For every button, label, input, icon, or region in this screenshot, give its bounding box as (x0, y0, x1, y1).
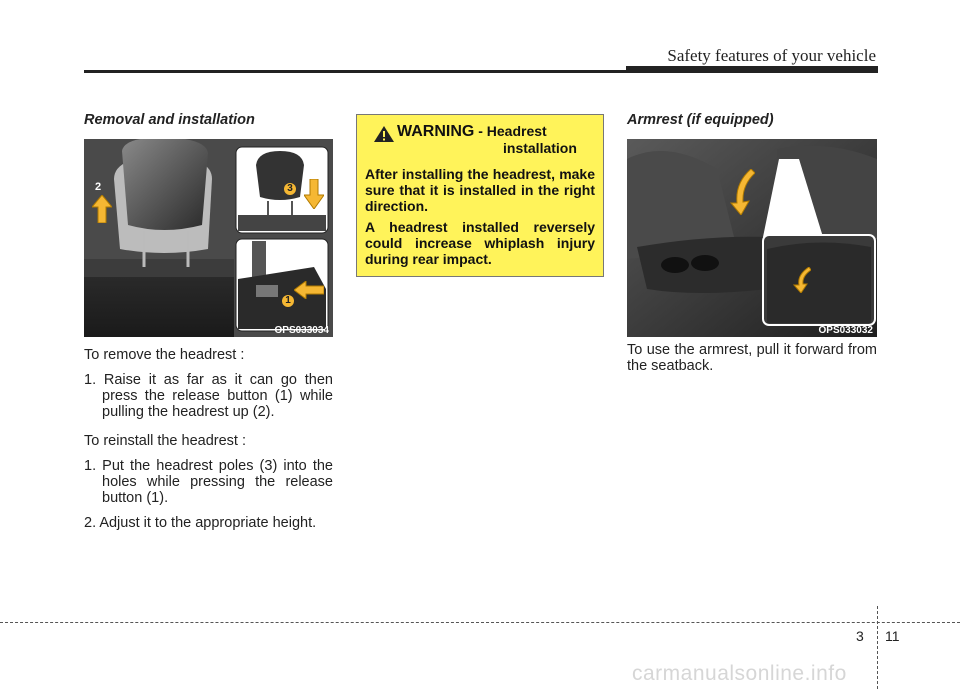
warning-header (365, 123, 595, 156)
callout-1: 1 (282, 295, 294, 307)
inset-top-headrest (256, 151, 304, 200)
armrest-heading: Armrest (if equipped) (627, 112, 774, 128)
header-title: Safety features of your vehicle (667, 46, 876, 65)
chapter-number: 3 (856, 628, 864, 644)
warning-paragraph-1: After installing the headrest, make sure that it is installed in the right direction. (365, 166, 595, 214)
remove-intro: To remove the headrest : (84, 347, 245, 363)
warning-body (365, 166, 595, 267)
inset-seat (767, 242, 871, 323)
arrow-down-icon (304, 179, 324, 209)
headrest-shape (122, 139, 208, 230)
header-rule-accent (626, 66, 878, 71)
reinstall-intro: To reinstall the headrest : (84, 433, 247, 449)
seat-back-top (84, 259, 234, 277)
armrest-figure (627, 139, 877, 337)
curved-arrow-icon (729, 169, 755, 215)
inset-arrow-icon (793, 267, 811, 293)
cupholder-2 (691, 255, 719, 271)
callout-3: 3 (284, 183, 296, 195)
warning-word: WARNING (397, 123, 475, 140)
headrest-figure (84, 139, 333, 337)
headrest-illustration (84, 139, 333, 337)
warning-subject-1: - Headrest (478, 123, 547, 139)
arrow-left-icon (294, 281, 324, 299)
warning-triangle-icon (373, 125, 395, 143)
figure-code: OPS033032 (818, 325, 873, 336)
reinstall-step-1: 1. Put the headrest poles (3) into the holes while pressing the release button (1). (84, 458, 333, 506)
reinstall-step-2: 2. Adjust it to the appropriate height. (84, 515, 317, 531)
warning-subject-2: installation (503, 140, 577, 156)
figure-code: OPS033034 (274, 325, 329, 336)
cupholder-1 (661, 257, 689, 273)
page-number: 11 (885, 628, 900, 644)
callout-2: 2 (95, 181, 102, 193)
inset-top-seat (238, 215, 326, 231)
watermark: carmanualsonline.info (632, 662, 847, 685)
removal-heading: Removal and installation (84, 112, 255, 128)
arrow-up-icon (92, 195, 112, 223)
footer-divider (877, 606, 878, 689)
warning-paragraph-2: A headrest installed reversely could increase whiplash injury during rear impact. (365, 219, 595, 267)
remove-step-1: 1. Raise it as far as it can go then press the release button (1) while pulling the headrest up (2). (84, 372, 333, 420)
removal-text (84, 347, 333, 540)
armrest-text: To use the armrest, pull it forward from the seatback. (627, 342, 877, 374)
warning-box (356, 114, 604, 277)
footer-rule (0, 622, 960, 623)
release-button-shape (256, 285, 278, 297)
